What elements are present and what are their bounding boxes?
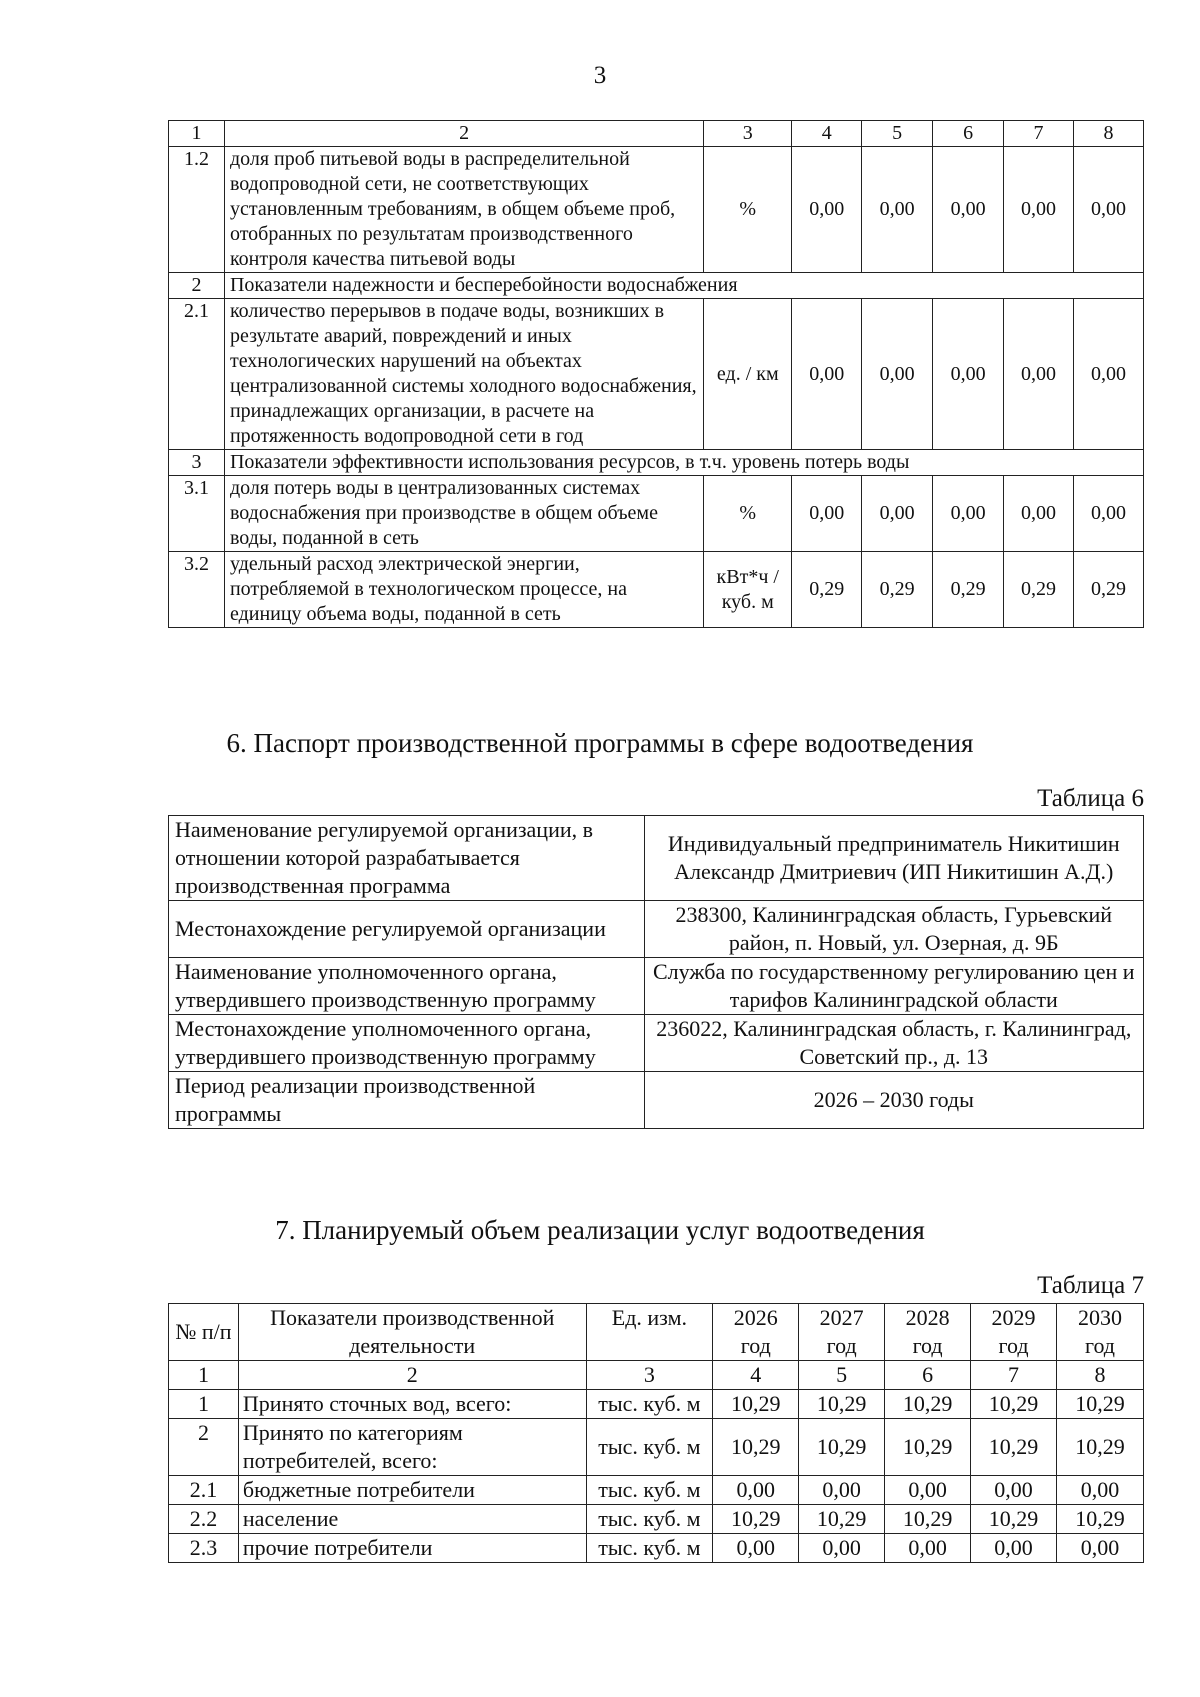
passport-table: [168, 815, 1144, 1129]
passport-label: Период реализации производственной программы: [169, 1072, 645, 1129]
value-cell: 0,00: [971, 1534, 1057, 1563]
unit-cell: %: [704, 147, 792, 273]
passport-label: Наименование уполномоченного органа, утвердившего производственную программу: [169, 958, 645, 1015]
value-cell: 0,00: [1004, 299, 1074, 450]
row-number: 3: [169, 450, 225, 476]
row-number: 2.1: [169, 299, 225, 450]
row-number: 2: [169, 1419, 239, 1476]
header-year: 2028 год: [885, 1304, 971, 1361]
value-cell: 10,29: [885, 1505, 971, 1534]
header-cell: 2: [224, 121, 703, 147]
value-cell: 0,00: [933, 147, 1004, 273]
index-cell: 5: [799, 1361, 885, 1390]
row-number: 1.2: [169, 147, 225, 273]
value-cell: 0,00: [885, 1534, 971, 1563]
value-cell: 10,29: [971, 1505, 1057, 1534]
table-row: [169, 476, 1144, 552]
value-cell: 0,00: [713, 1534, 799, 1563]
index-cell: 8: [1056, 1361, 1143, 1390]
header-cell: 8: [1073, 121, 1143, 147]
section-row: [169, 273, 1144, 299]
value-cell: 10,29: [713, 1390, 799, 1419]
table-row: [169, 1419, 1144, 1476]
indicator-name: Принято сточных вод, всего:: [238, 1390, 586, 1419]
value-cell: 10,29: [713, 1419, 799, 1476]
value-cell: 0,00: [933, 476, 1004, 552]
index-cell: 3: [586, 1361, 713, 1390]
value-cell: 0,00: [792, 299, 862, 450]
unit-cell: кВт*ч / куб. м: [704, 552, 792, 628]
index-row: [169, 1361, 1144, 1390]
value-cell: 0,29: [862, 552, 933, 628]
indicator-name: доля потерь воды в централизованных системах водоснабжения при производстве в общем объеме воды, поданной в сеть: [224, 476, 703, 552]
header-year: 2030 год: [1056, 1304, 1143, 1361]
value-cell: 10,29: [885, 1390, 971, 1419]
indicator-name: население: [238, 1505, 586, 1534]
indicator-name: доля проб питьевой воды в распределительной водопроводной сети, не соответствующих установленным требованиям, в общем объеме проб, отобранных по результатам производственного контроля качества питьевой воды: [224, 147, 703, 273]
value-cell: 10,29: [713, 1505, 799, 1534]
row-number: 3.2: [169, 552, 225, 628]
value-cell: 0,29: [792, 552, 862, 628]
value-cell: 0,00: [792, 476, 862, 552]
section-title: Показатели эффективности использования ресурсов, в т.ч. уровень потерь воды: [224, 450, 1143, 476]
row-number: 2.3: [169, 1534, 239, 1563]
volume-table: [168, 1303, 1144, 1563]
passport-row: [169, 816, 1144, 901]
value-cell: 0,00: [1073, 299, 1143, 450]
value-cell: 10,29: [971, 1390, 1057, 1419]
indicator-name: удельный расход электрической энергии, потребляемой в технологическом процессе, на единицу объема воды, поданной в сеть: [224, 552, 703, 628]
passport-row: [169, 901, 1144, 958]
value-cell: 0,00: [862, 147, 933, 273]
passport-value: 238300, Калининградская область, Гурьевский район, п. Новый, ул. Озерная, д. 9Б: [644, 901, 1143, 958]
value-cell: 0,00: [799, 1534, 885, 1563]
value-cell: 0,00: [713, 1476, 799, 1505]
header-cell: 7: [1004, 121, 1074, 147]
value-cell: 10,29: [799, 1419, 885, 1476]
row-number: 1: [169, 1390, 239, 1419]
value-cell: 0,00: [1056, 1476, 1143, 1505]
value-cell: 0,00: [1004, 476, 1074, 552]
table-row: [169, 552, 1144, 628]
header-cell: 1: [169, 121, 225, 147]
header-num: № п/п: [169, 1304, 239, 1361]
unit-cell: тыс. куб. м: [586, 1390, 713, 1419]
header-cell: 5: [862, 121, 933, 147]
index-cell: 4: [713, 1361, 799, 1390]
indicator-name: количество перерывов в подаче воды, возникших в результате аварий, повреждений и иных технологических нарушений на объектах централизованной системы холодного водоснабжения, принадлежащих организации, в расчете на протяженность водопроводной сети в год: [224, 299, 703, 450]
value-cell: 0,00: [933, 299, 1004, 450]
value-cell: 0,00: [862, 476, 933, 552]
header-year: 2029 год: [971, 1304, 1057, 1361]
row-number: 3.1: [169, 476, 225, 552]
row-number: 2.2: [169, 1505, 239, 1534]
table-row: [169, 299, 1144, 450]
value-cell: 10,29: [885, 1419, 971, 1476]
row-number: 2.1: [169, 1476, 239, 1505]
value-cell: 10,29: [799, 1390, 885, 1419]
unit-cell: тыс. куб. м: [586, 1476, 713, 1505]
passport-row: [169, 1072, 1144, 1129]
value-cell: 10,29: [799, 1505, 885, 1534]
header-year: 2027 год: [799, 1304, 885, 1361]
indicators-table: [168, 120, 1144, 628]
index-cell: 7: [971, 1361, 1057, 1390]
value-cell: 0,00: [885, 1476, 971, 1505]
value-cell: 10,29: [1056, 1505, 1143, 1534]
table-6-caption: Таблица 6: [1037, 785, 1144, 812]
header-year: 2026 год: [713, 1304, 799, 1361]
unit-cell: ед. / км: [704, 299, 792, 450]
section-6-title: 6. Паспорт производственной программы в сфере водоотведения: [226, 728, 974, 758]
value-cell: 10,29: [971, 1419, 1057, 1476]
table-row: [169, 1390, 1144, 1419]
value-cell: 10,29: [1056, 1390, 1143, 1419]
indicator-name: Принято по категориям потребителей, всего:: [238, 1419, 586, 1476]
value-cell: 0,00: [971, 1476, 1057, 1505]
value-cell: 0,00: [792, 147, 862, 273]
header-unit: Ед. изм.: [586, 1304, 713, 1361]
table-header-row: [169, 121, 1144, 147]
value-cell: 0,00: [1056, 1534, 1143, 1563]
value-cell: 0,29: [933, 552, 1004, 628]
table-row: [169, 1534, 1144, 1563]
header-name: Показатели производственной деятельности: [238, 1304, 586, 1361]
index-cell: 1: [169, 1361, 239, 1390]
passport-value: Индивидуальный предприниматель Никитишин Александр Дмитриевич (ИП Никитишин А.Д.): [644, 816, 1143, 901]
passport-value: Служба по государственному регулированию цен и тарифов Калининградской области: [644, 958, 1143, 1015]
section-row: [169, 450, 1144, 476]
passport-label: Местонахождение уполномоченного органа, утвердившего производственную программу: [169, 1015, 645, 1072]
index-cell: 6: [885, 1361, 971, 1390]
section-7-title: 7. Планируемый объем реализации услуг водоотведения: [275, 1215, 925, 1245]
value-cell: 0,29: [1004, 552, 1074, 628]
value-cell: 10,29: [1056, 1419, 1143, 1476]
header-cell: 3: [704, 121, 792, 147]
unit-cell: тыс. куб. м: [586, 1534, 713, 1563]
passport-value: 2026 – 2030 годы: [644, 1072, 1143, 1129]
section-title: Показатели надежности и бесперебойности водоснабжения: [224, 273, 1143, 299]
value-cell: 0,00: [1073, 476, 1143, 552]
indicator-name: бюджетные потребители: [238, 1476, 586, 1505]
table-row: [169, 147, 1144, 273]
unit-cell: %: [704, 476, 792, 552]
table-row: [169, 1505, 1144, 1534]
passport-value: 236022, Калининградская область, г. Калининград, Советский пр., д. 13: [644, 1015, 1143, 1072]
unit-cell: тыс. куб. м: [586, 1505, 713, 1534]
index-cell: 2: [238, 1361, 586, 1390]
header-cell: 6: [933, 121, 1004, 147]
passport-label: Местонахождение регулируемой организации: [169, 901, 645, 958]
value-cell: 0,00: [862, 299, 933, 450]
value-cell: 0,00: [799, 1476, 885, 1505]
table-header-row: [169, 1304, 1144, 1361]
page-number: 3: [593, 62, 607, 89]
indicator-name: прочие потребители: [238, 1534, 586, 1563]
value-cell: 0,00: [1073, 147, 1143, 273]
passport-row: [169, 1015, 1144, 1072]
unit-cell: тыс. куб. м: [586, 1419, 713, 1476]
header-cell: 4: [792, 121, 862, 147]
table-row: [169, 1476, 1144, 1505]
passport-label: Наименование регулируемой организации, в отношении которой разрабатывается производственная программа: [169, 816, 645, 901]
row-number: 2: [169, 273, 225, 299]
value-cell: 0,00: [1004, 147, 1074, 273]
table-7-caption: Таблица 7: [1037, 1272, 1144, 1299]
passport-row: [169, 958, 1144, 1015]
value-cell: 0,29: [1073, 552, 1143, 628]
